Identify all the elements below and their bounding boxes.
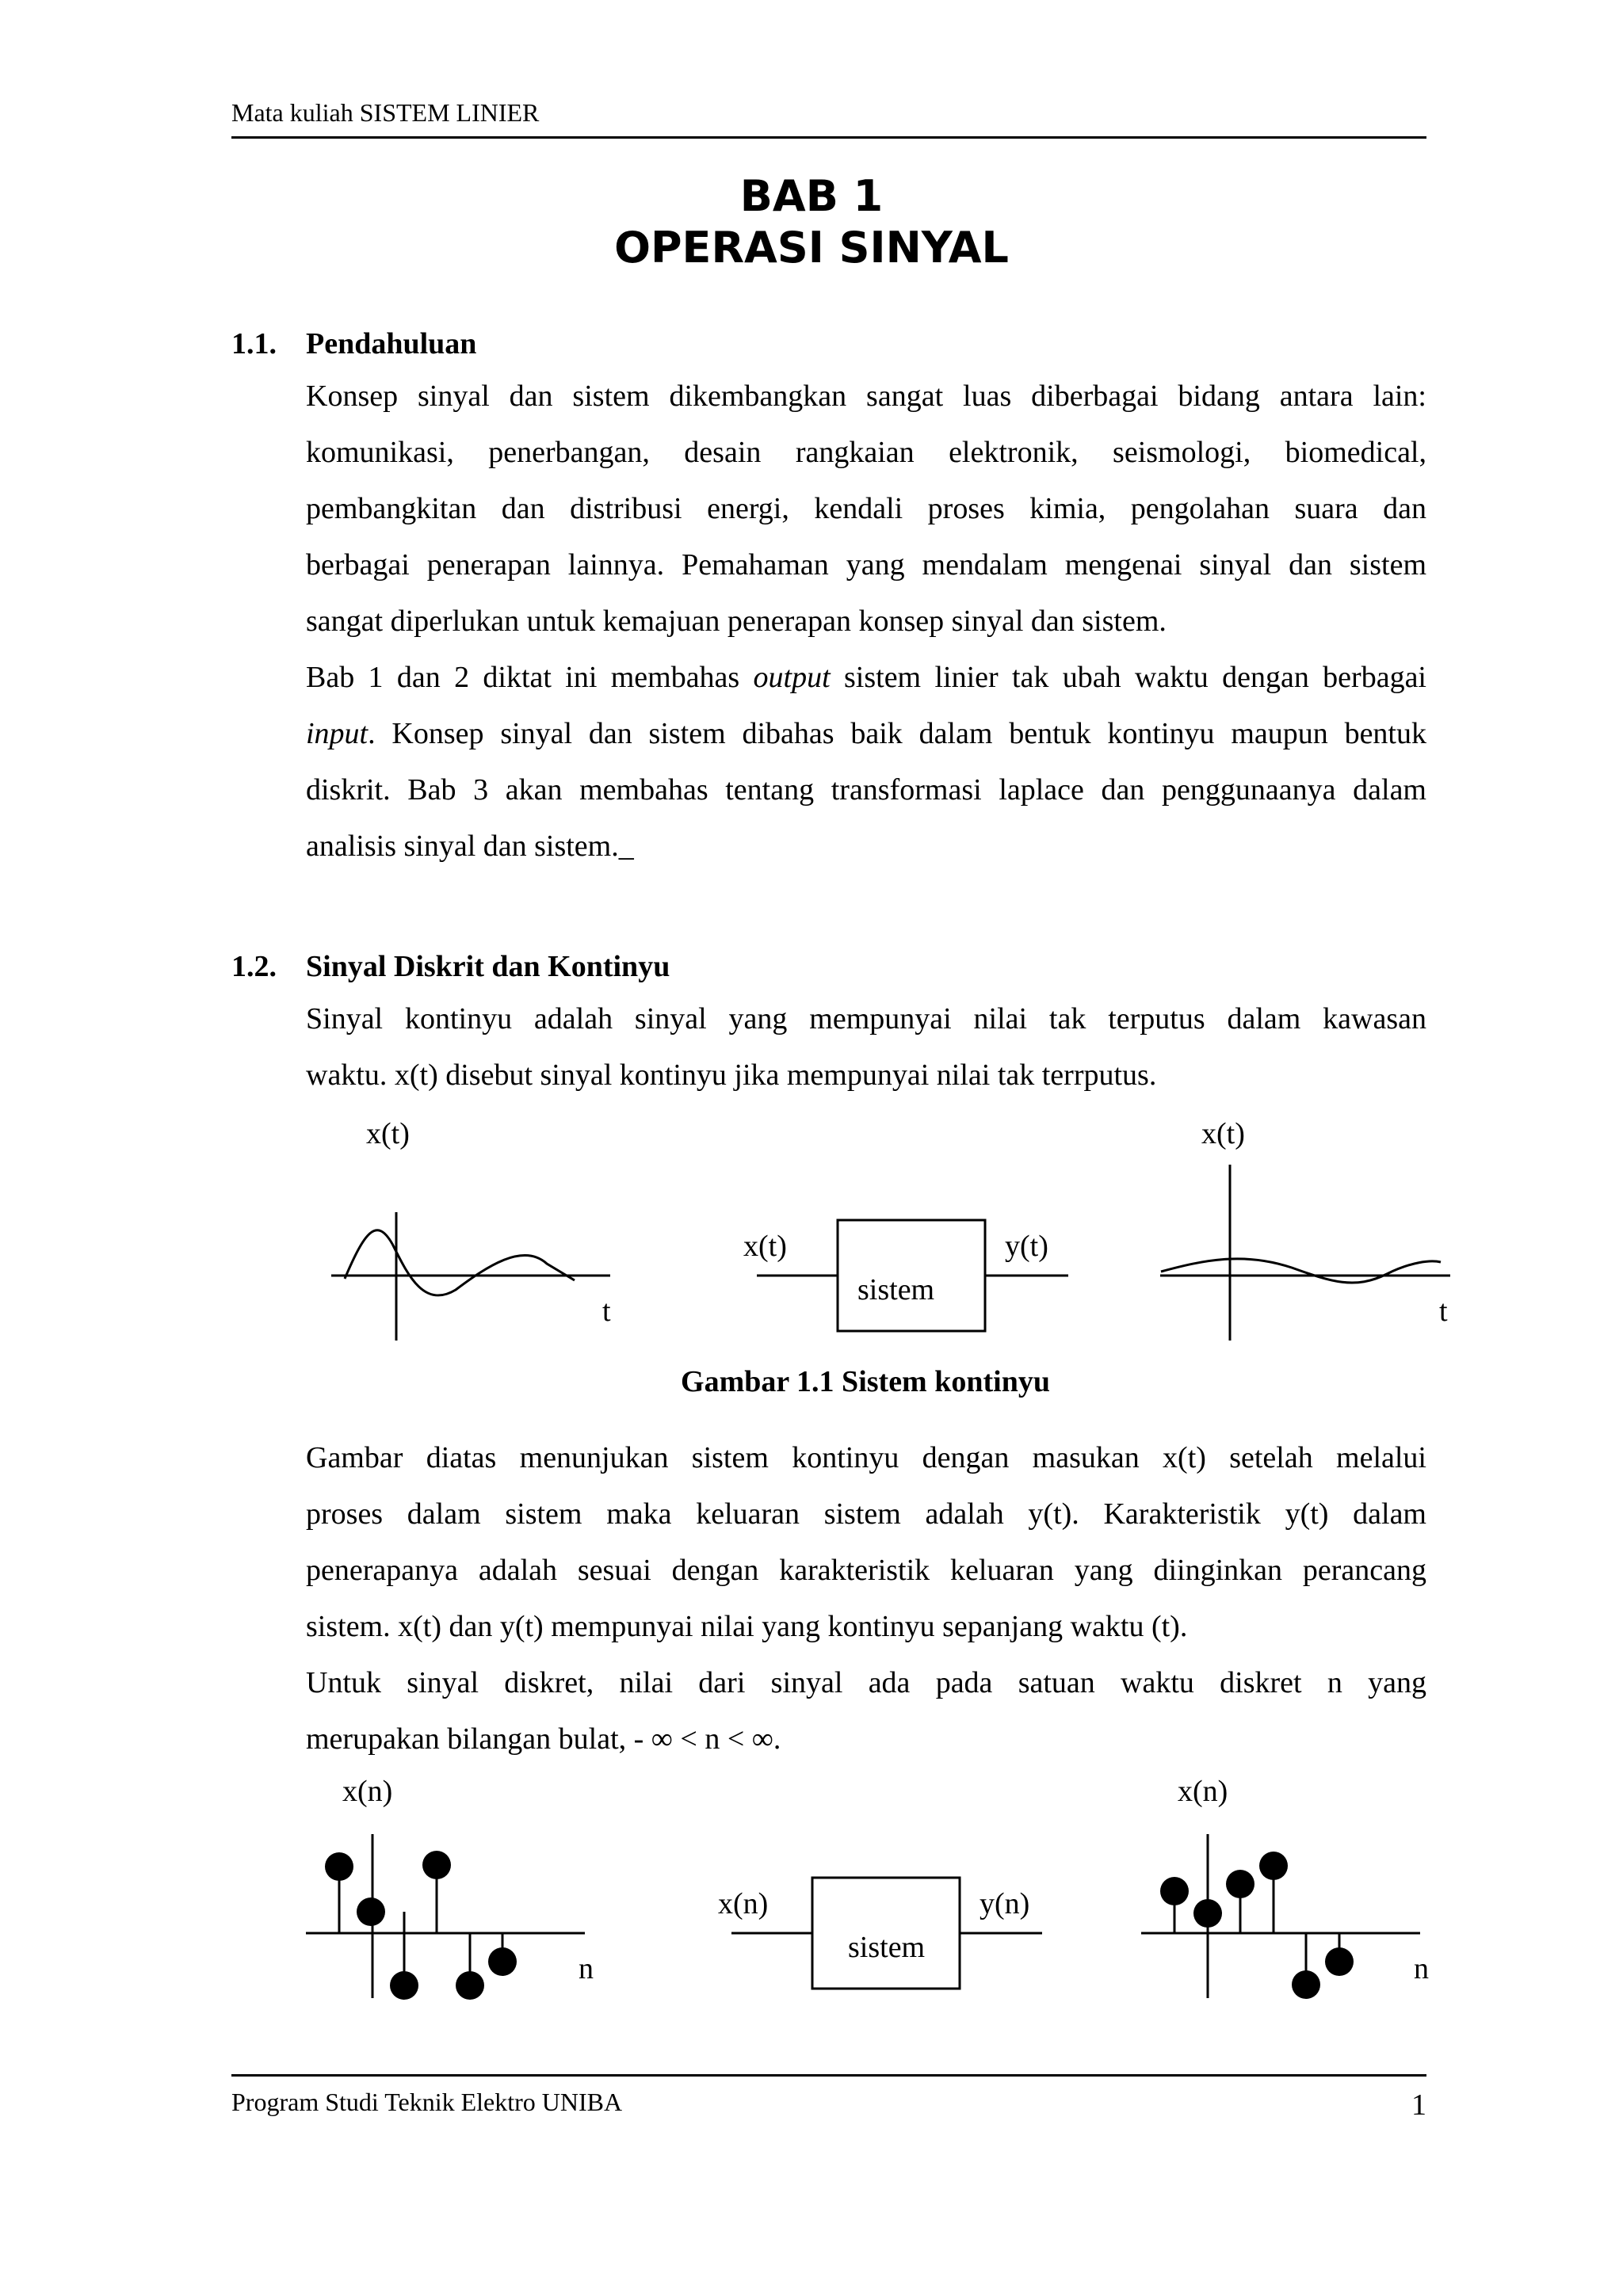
sample-dot <box>325 1852 353 1881</box>
left-x-label: t <box>602 1295 611 1328</box>
continuous-input-signal <box>345 1230 575 1295</box>
footer-text: Program Studi Teknik Elektro UNIBA <box>231 2088 623 2116</box>
text-line: waktu. x(t) disebut sinyal kontinyu jika mempunyai nilai tak terrputus. <box>306 1058 1157 1092</box>
text-line: Gambar diatas menunjukan sistem kontinyu dengan masukan x(t) setelah melalui <box>306 1441 1426 1474</box>
text-segment: Bab 1 dan 2 diktat ini membahas <box>306 661 754 694</box>
chapter-title: OPERASI SINYAL <box>614 223 1009 273</box>
sample-dot <box>422 1851 451 1879</box>
text-line: pembangkitan dan distribusi energi, kendali proses kimia, pengolahan suara dan <box>306 492 1426 525</box>
page-footer <box>231 2074 1426 2124</box>
figure-caption: Gambar 1.1 Sistem kontinyu <box>681 1365 1050 1398</box>
right-y-label: x(t) <box>1201 1117 1245 1150</box>
sample-dot <box>1259 1852 1288 1880</box>
text-line: komunikasi, penerbangan, desain rangkaian elektronik, seismologi, biomedical, <box>306 436 1426 469</box>
text-segment: . Konsep sinyal dan sistem dibahas baik dalam bentuk kontinyu maupun bentuk <box>368 717 1426 750</box>
left-y-label: x(t) <box>366 1117 410 1150</box>
right-x-label: n <box>1414 1952 1429 1985</box>
text-line: sistem. x(t) dan y(t) mempunyai nilai yang kontinyu sepanjang waktu (t). <box>306 1610 1188 1643</box>
continuous-output-signal <box>1161 1259 1441 1283</box>
left-y-label: x(n) <box>342 1775 393 1808</box>
input-label: x(t) <box>743 1230 787 1263</box>
text-line: Untuk sinyal diskret, nilai dari sinyal ada pada satuan waktu diskret n yang <box>306 1666 1426 1699</box>
text-line: berbagai penerapan lainnya. Pemahaman yang mendalam mengenai sinyal dan sistem <box>306 548 1426 582</box>
text-line: penerapanya adalah sesuai dengan karakteristik keluaran yang diinginkan perancang <box>306 1554 1426 1587</box>
section-title: Pendahuluan <box>306 327 477 360</box>
sample-dot <box>357 1897 385 1926</box>
output-label: y(t) <box>1005 1230 1048 1263</box>
system-label: sistem <box>857 1273 935 1306</box>
page-number: 1 <box>1411 2088 1426 2122</box>
text-line: merupakan bilangan bulat, - ∞ < n < ∞. <box>306 1722 781 1756</box>
section-title: Sinyal Diskrit dan Kontinyu <box>306 950 670 983</box>
sample-dot <box>390 1971 418 2000</box>
sample-dot <box>1325 1947 1354 1976</box>
text-segment: sistem linier tak ubah waktu dengan berbagai <box>830 661 1426 694</box>
output-label: y(n) <box>980 1887 1030 1920</box>
chapter-number: BAB 1 <box>739 171 884 221</box>
text-line: Konsep sinyal dan sistem dikembangkan sangat luas diberbagai bidang antara lain: <box>306 379 1426 413</box>
system-label: sistem <box>848 1931 926 1964</box>
right-y-label: x(n) <box>1178 1775 1228 1808</box>
sample-dot <box>488 1947 517 1976</box>
sample-dot <box>456 1971 484 2000</box>
sample-dot <box>1160 1877 1189 1905</box>
text-line: analisis sinyal dan sistem._ <box>306 830 634 863</box>
sample-dot <box>1226 1870 1254 1898</box>
section-number: 1.2. <box>231 950 277 983</box>
course-name: Mata kuliah SISTEM LINIER <box>231 98 540 127</box>
emphasis-output: output <box>753 661 831 694</box>
left-x-label: n <box>579 1952 594 1985</box>
sample-dot <box>1292 1970 1320 1999</box>
section-number: 1.1. <box>231 327 277 360</box>
right-x-label: t <box>1439 1295 1448 1328</box>
text-line: Sinyal kontinyu adalah sinyal yang mempunyai nilai tak terputus dalam kawasan <box>306 1002 1426 1035</box>
text-line: sangat diperlukan untuk kemajuan penerapan konsep sinyal dan sistem. <box>306 605 1167 638</box>
text-line: diskrit. Bab 3 akan membahas tentang transformasi laplace dan penggunaanya dalam <box>306 773 1426 807</box>
sample-dot <box>1193 1899 1222 1928</box>
emphasis-input: input <box>306 717 369 750</box>
paragraph-figure-explanation <box>306 1430 1426 1768</box>
text-line: proses dalam sistem maka keluaran sistem adalah y(t). Karakteristik y(t) dalam <box>306 1497 1426 1531</box>
input-label: x(n) <box>718 1887 769 1920</box>
